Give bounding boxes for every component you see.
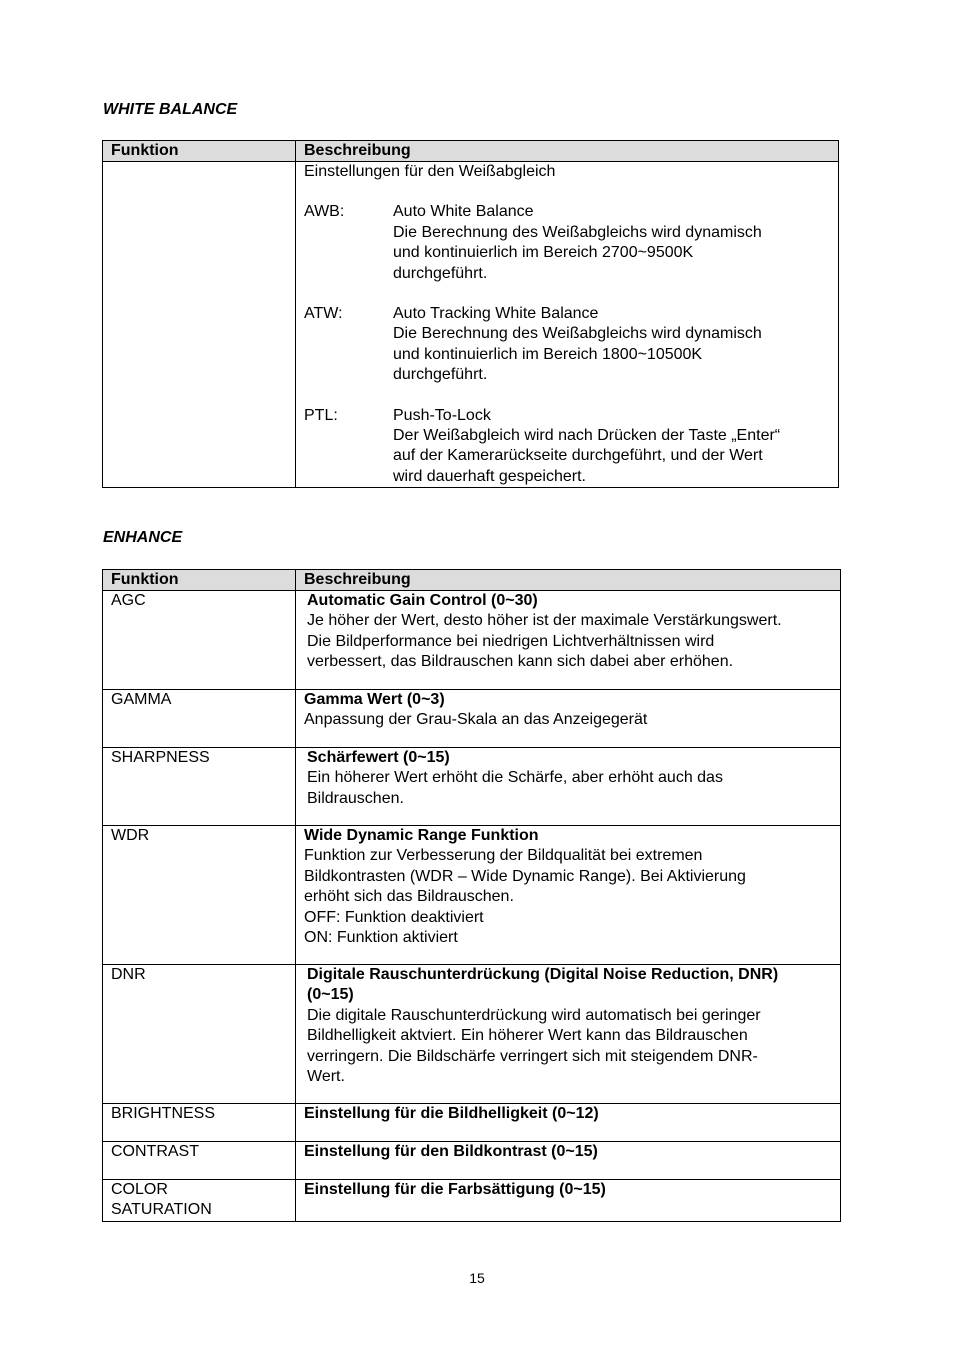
- wb-item-name: Auto Tracking White Balance: [393, 305, 599, 323]
- white-balance-table: [102, 140, 839, 488]
- table-row: [103, 591, 841, 690]
- table-row: [103, 965, 841, 1104]
- table-row: [103, 1142, 841, 1180]
- white-balance-title: WHITE BALANCE: [103, 101, 238, 118]
- table-row: [103, 162, 839, 488]
- beschreibung-desc-line: verringern. Die Bildschärfe verringert sich mit steigendem DNR-: [307, 1047, 758, 1065]
- beschreibung-desc-line: Je höher der Wert, desto höher ist der maximale Verstärkungswert.: [307, 612, 782, 630]
- wb-items: [304, 202, 832, 487]
- wb-item: [304, 202, 832, 284]
- funktion-label: DNR: [111, 966, 146, 983]
- beschreibung-cell: [296, 965, 841, 1104]
- beschreibung-desc-line: Die digitale Rauschunterdrückung wird automatisch bei geringer: [307, 1006, 761, 1024]
- table-row: [103, 748, 841, 826]
- beschreibung-desc-line: Bildkontrasten (WDR – Wide Dynamic Range). Bei Aktivierung: [304, 867, 746, 885]
- beschreibung-cell: [296, 1180, 841, 1222]
- table-row: [103, 1104, 841, 1142]
- funktion-cell: [103, 1180, 296, 1222]
- beschreibung-desc-line: Anpassung der Grau-Skala an das Anzeigegerät: [304, 711, 648, 729]
- enhance-title: ENHANCE: [103, 529, 183, 546]
- wb-item-desc-line: Der Weißabgleich wird nach Drücken der Taste „Enter“: [393, 427, 781, 445]
- table-row: [103, 1180, 841, 1222]
- wb-item-name: Auto White Balance: [393, 203, 534, 221]
- beschreibung-title: (0~15): [307, 986, 354, 1004]
- funktion-cell: [103, 162, 296, 488]
- funktion-cell: [103, 826, 296, 965]
- funktion-cell: [103, 591, 296, 690]
- funktion-label: CONTRAST: [111, 1143, 199, 1160]
- funktion-label: SATURATION: [111, 1201, 212, 1219]
- funktion-cell: [103, 965, 296, 1104]
- table-row: [103, 690, 841, 748]
- beschreibung-desc-line: Bildhelligkeit aktviert. Ein höherer Wert kann das Bildrauschen: [307, 1027, 748, 1045]
- wb-item-value: [393, 202, 832, 284]
- wb-item-key: ATW:: [304, 305, 343, 323]
- wb-item-desc-line: und kontinuierlich im Bereich 2700~9500K: [393, 244, 694, 262]
- wb-item: [304, 406, 832, 488]
- header-funktion: Funktion: [103, 141, 296, 162]
- wb-item-desc-line: und kontinuierlich im Bereich 1800~10500K: [393, 345, 703, 363]
- wb-item-value: [393, 304, 832, 386]
- funktion-label: WDR: [111, 827, 150, 844]
- funktion-cell: [103, 1104, 296, 1142]
- beschreibung-title: Einstellung für den Bildkontrast (0~15): [304, 1143, 598, 1160]
- funktion-cell: [103, 690, 296, 748]
- beschreibung-cell: [296, 1104, 841, 1142]
- wb-item: [304, 304, 832, 386]
- funktion-label: SHARPNESS: [111, 749, 210, 766]
- beschreibung-cell: [296, 690, 841, 748]
- wb-item-desc-line: Die Berechnung des Weißabgleichs wird dynamisch: [393, 325, 762, 343]
- beschreibung-title: Einstellung für die Farbsättigung (0~15): [304, 1181, 606, 1198]
- beschreibung-cell: [296, 591, 841, 690]
- beschreibung-title: Automatic Gain Control (0~30): [307, 592, 538, 609]
- beschreibung-title: Wide Dynamic Range Funktion: [304, 827, 539, 844]
- beschreibung-desc-line: Wert.: [307, 1068, 345, 1086]
- funktion-label: AGC: [111, 592, 146, 609]
- beschreibung-cell: [296, 162, 839, 488]
- beschreibung-cell: [296, 826, 841, 965]
- header-beschreibung: Beschreibung: [296, 141, 839, 162]
- enhance-table: [102, 569, 841, 1222]
- beschreibung-desc-line: Ein höherer Wert erhöht die Schärfe, aber erhöht auch das: [307, 769, 723, 787]
- beschreibung-title: Einstellung für die Bildhelligkeit (0~12): [304, 1105, 599, 1122]
- beschreibung-desc-line: ON: Funktion aktiviert: [304, 929, 458, 947]
- beschreibung-desc-line: Die Bildperformance bei niedrigen Lichtverhältnissen wird: [307, 632, 715, 650]
- beschreibung-cell: [296, 748, 841, 826]
- wb-item-desc-line: durchgeführt.: [393, 264, 488, 282]
- beschreibung-desc-line: Funktion zur Verbesserung der Bildqualität bei extremen: [304, 847, 703, 865]
- header-beschreibung: Beschreibung: [296, 570, 841, 591]
- table-row: [103, 826, 841, 965]
- wb-item-name: Push-To-Lock: [393, 406, 491, 424]
- table-header: [103, 570, 841, 591]
- wb-item-desc-line: wird dauerhaft gespeichert.: [393, 467, 586, 485]
- funktion-label: BRIGHTNESS: [111, 1105, 216, 1122]
- header-funktion: Funktion: [103, 570, 296, 591]
- wb-item-desc-line: Die Berechnung des Weißabgleichs wird dynamisch: [393, 223, 762, 241]
- page-number: 15: [469, 1270, 485, 1286]
- beschreibung-title: Gamma Wert (0~3): [304, 691, 445, 708]
- funktion-cell: [103, 1142, 296, 1180]
- beschreibung-desc-line: Bildrauschen.: [307, 789, 404, 807]
- wb-item-value: [393, 406, 832, 488]
- table-header: [103, 141, 839, 162]
- funktion-label: GAMMA: [111, 691, 172, 708]
- beschreibung-desc-line: erhöht sich das Bildrauschen.: [304, 888, 514, 906]
- beschreibung-title: Schärfewert (0~15): [307, 749, 450, 766]
- funktion-cell: [103, 748, 296, 826]
- beschreibung-cell: [296, 1142, 841, 1180]
- wb-item-key: PTL:: [304, 406, 338, 424]
- wb-item-key: AWB:: [304, 203, 345, 221]
- beschreibung-title: Digitale Rauschunterdrückung (Digital Noise Reduction, DNR): [307, 966, 779, 983]
- wb-intro: Einstellungen für den Weißabgleich: [304, 163, 556, 180]
- wb-item-desc-line: durchgeführt.: [393, 366, 488, 384]
- beschreibung-desc-line: verbessert, das Bildrauschen kann sich dabei aber erhöhen.: [307, 653, 734, 671]
- beschreibung-desc-line: OFF: Funktion deaktiviert: [304, 908, 484, 926]
- funktion-label: COLOR: [111, 1181, 168, 1198]
- wb-item-desc-line: auf der Kamerarückseite durchgeführt, und der Wert: [393, 447, 763, 465]
